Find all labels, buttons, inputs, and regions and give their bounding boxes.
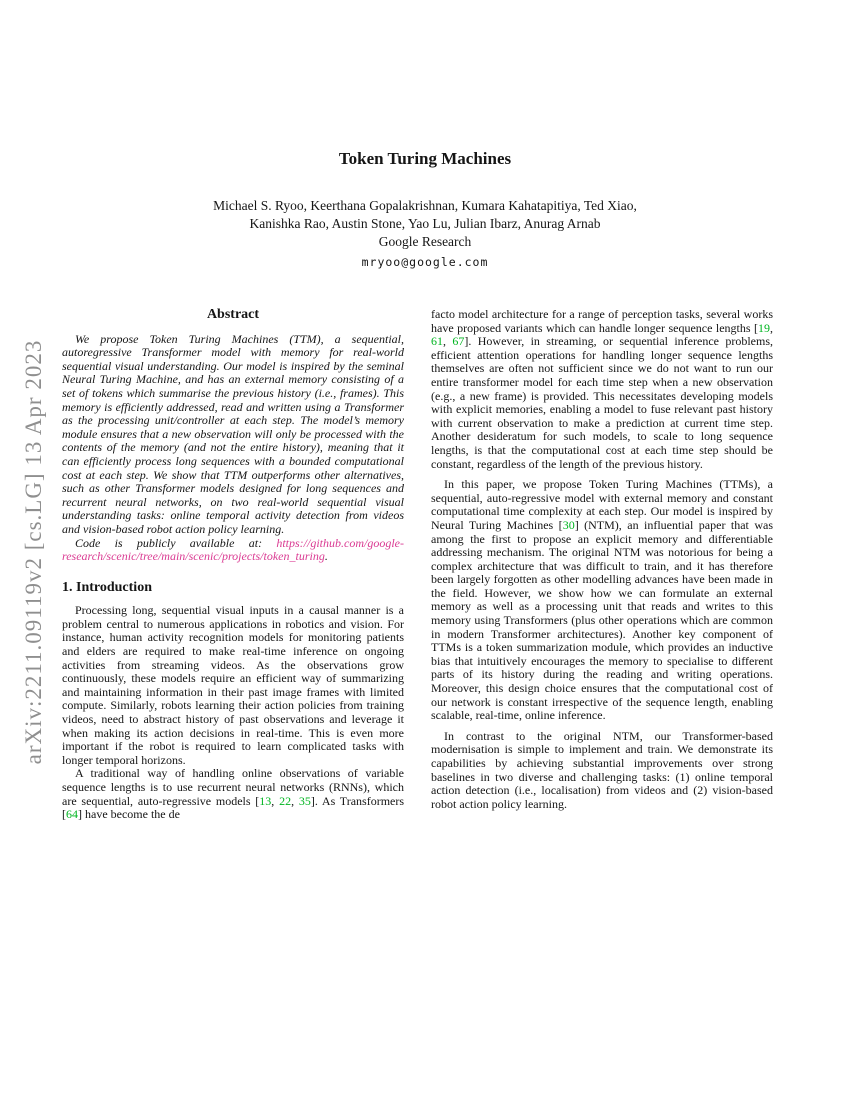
intro-paragraph-2	[62, 767, 404, 821]
intro-paragraph-1	[62, 604, 404, 767]
citation-ref: 35	[298, 793, 311, 808]
code-availability-paragraph	[62, 537, 404, 564]
citation-ref: 61	[431, 334, 443, 349]
text-segment: We propose Token Turing Machines (TTM), a sequential, autoregressive Transformer model with memory for real-world sequential visual understanding. Our model is inspired by the seminal Neural Turing Machine, and has an external memory consisting of a set of tokens which summarise the previous history (i.e., frames). This memory is efficiently addressed, read and written using a Transformer as the processing unit/controller at each step. The model’s memory module ensures that a new observation will only be processed with the contents of the memory (and not the entire history), meaning that it can efficiently process long sequences with a bounded computational cost at each step. We show that TTM outperforms other alternatives, such as other Transformer models designed for long sequences and recurrent neural networks, on two real-world sequential visual understanding tasks: online temporal activity detection from videos and vision-based robot action policy learning.	[62, 331, 404, 536]
left-column	[62, 308, 404, 822]
text-segment: In contrast to the original NTM, our Transformer-based modernisation is simple to implement and train. We demonstrate its capabilities by achieving substantial improvements over strong baselines in two diverse and challenging tasks: (1) online temporal action detection (i.e., localisation) from videos and (2) vision-based robot action policy learning.	[431, 728, 773, 811]
text-segment: ] (NTM), an influential paper that was among the first to propose an explicit memory and differentiable addressing mechanism. The original NTM was notorious for being a complex architecture that was difficult to train, and it has therefore been largely forgotten as other modelling advances have been made in the field. However, we show how we can formulate an external memory as well as a processing unit that reads and writes to this memory using Transformers (plus other operations which are common in modern Transformer architectures). Another key component of TTMs is a token summarization module, which provides an inductive bias that intuitively encourages the memory to specialise to different parts of its history during the reading and writing operations. Moreover, this design choice ensures that the computational cost of our network is constant irrespective of the sequence length, enabling scalable, real-time, online inference.	[431, 517, 773, 723]
abstract-heading: Abstract	[206, 307, 260, 322]
body-paragraph-contrast-ntm	[431, 730, 773, 812]
text-segment: .	[324, 549, 328, 564]
body-paragraph-continuation	[431, 308, 773, 471]
github-link[interactable]: https://github.com/google-research/scenic/tree/main/scenic/projects/token_turing	[62, 535, 404, 564]
text-segment: ,	[443, 334, 453, 349]
text-segment: ]. However, in streaming, or sequential inference problems, efficient attention operations for handling longer sequence lengths themselves are often not sufficient since we do not want to run our entire transformer model for each time step when a new observation (e.g., a new frame) is provided. This necessitates developing models with explicit memories, enabling a model to fuse relevant past history with current observation to make a prediction at current time step. Another desideratum for such models, to scale to long sequence lengths, is that the computational cost at each time step should be constant, regardless of the length of the previous history.	[431, 334, 774, 471]
right-column	[431, 308, 773, 811]
abstract-body	[62, 333, 404, 564]
authors-line-1: Michael S. Ryoo, Keerthana Gopalakrishnan, Kumara Kahatapitiya, Ted Xiao,	[213, 198, 637, 213]
text-segment: facto model architecture for a range of perception tasks, several works have proposed variants which can handle longer sequence lengths [	[431, 307, 773, 335]
citation-ref: 64	[66, 807, 78, 822]
citation-ref: 19	[758, 320, 770, 335]
contact-email[interactable]: mryoo@google.com	[361, 255, 489, 269]
paper-title: Token Turing Machines	[338, 149, 512, 169]
text-segment: A traditional way of handling online observations of variable sequence lengths is to use recurrent neural networks (RNNs), which are sequential, auto-regressive models [	[62, 766, 404, 808]
text-segment: ]. As Transformers [	[62, 793, 405, 822]
authors-line-2: Kanishka Rao, Austin Stone, Yao Lu, Julian Ibarz, Anurag Arnab	[249, 216, 601, 231]
text-segment: ,	[291, 793, 299, 808]
text-segment: ,	[271, 793, 280, 808]
body-paragraph-ttm-proposal	[431, 478, 773, 723]
citation-ref: 30	[562, 517, 575, 532]
text-segment: ,	[770, 320, 773, 335]
citation-ref: 22	[279, 793, 292, 808]
introduction-heading: 1. Introduction	[62, 579, 152, 595]
citation-ref: 13	[259, 793, 272, 808]
arxiv-watermark: arXiv:2211.09119v2 [cs.LG] 13 Apr 2023	[21, 339, 46, 765]
affiliation: Google Research	[378, 234, 472, 249]
abstract-paragraph	[62, 333, 404, 537]
text-segment: In this paper, we propose Token Turing Machines (TTMs), a sequential, auto-regressive model with external memory and constant computational time complexity at each step. Our model is inspired by Neural Turing Machines [	[431, 477, 773, 532]
text-segment: ] have become the de	[78, 807, 180, 822]
authors-block	[0, 197, 850, 271]
text-segment: Code is publicly available at:	[75, 535, 277, 550]
text-segment: Processing long, sequential visual inputs in a causal manner is a problem central to numerous applications in robotics and vision. For instance, human activity recognition models for monitoring patients and elders are required to make real-time inference on ongoing activities from streaming videos. As the observations grow continuously, these models require an efficient way of summarizing and maintaining information in their past image frames with limited compute. Similarly, robots learning their action policies from training videos, need to abstract history of past observations and leverage it when making its action decisions in real-time. This is even more important if the robot is required to learn complicated tasks with longer temporal horizons.	[62, 603, 404, 767]
citation-ref: 67	[452, 334, 465, 349]
